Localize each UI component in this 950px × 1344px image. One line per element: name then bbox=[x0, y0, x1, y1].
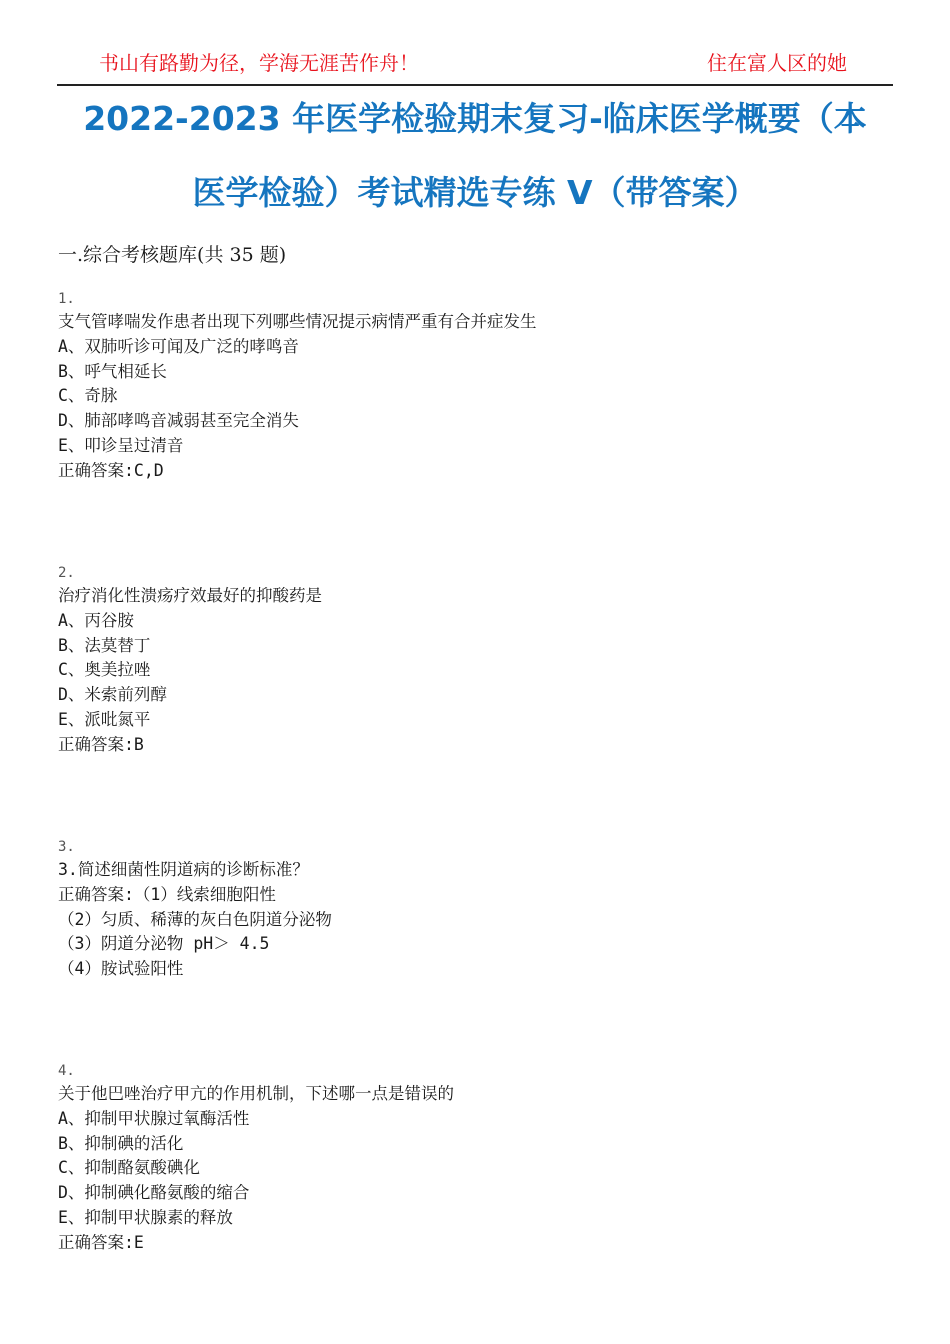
question-stem: 3.简述细菌性阴道病的诊断标准？ bbox=[58, 860, 309, 879]
question-1 bbox=[58, 288, 878, 484]
option-a: A、抑制甲状腺过氧酶活性 bbox=[58, 1108, 250, 1128]
question-stem: 支气管哮喘发作患者出现下列哪些情况提示病情严重有合并症发生 bbox=[58, 312, 537, 331]
header-motto-right: 住在富人区的她 bbox=[707, 51, 847, 75]
document-title-line-2: 医学检验）考试精选专练 V（带答案） bbox=[192, 173, 758, 212]
answer-detail-4: （4）胺试验阳性 bbox=[58, 959, 184, 979]
option-c: C、奥美拉唑 bbox=[58, 660, 151, 680]
document-title-line-1: 2022-2023 年医学检验期末复习-临床医学概要（本 bbox=[83, 99, 867, 138]
question-number: 1. bbox=[58, 291, 75, 307]
question-number: 3. bbox=[58, 839, 75, 855]
header-motto-left: 书山有路勤为径，学海无涯苦作舟！ bbox=[99, 51, 419, 75]
option-a: A、双肺听诊可闻及广泛的哮鸣音 bbox=[58, 336, 299, 356]
answer-detail-2: （2）匀质、稀薄的灰白色阴道分泌物 bbox=[58, 909, 332, 929]
answer-detail-3: （3）阴道分泌物 pH＞ 4.5 bbox=[58, 934, 270, 954]
option-b: B、抑制碘的活化 bbox=[58, 1133, 184, 1153]
option-e: E、派吡氮平 bbox=[58, 709, 151, 729]
option-a: A、丙谷胺 bbox=[58, 610, 134, 630]
correct-answer: 正确答案:（1）线索细胞阳性 bbox=[58, 884, 276, 904]
option-b: B、呼气相延长 bbox=[58, 361, 167, 381]
option-e: E、抑制甲状腺素的释放 bbox=[58, 1207, 233, 1227]
option-c: C、抑制酪氨酸碘化 bbox=[58, 1158, 200, 1178]
question-3 bbox=[58, 836, 878, 982]
question-2 bbox=[58, 562, 878, 758]
option-d: D、米索前列醇 bbox=[58, 685, 167, 705]
section-heading: 一.综合考核题库(共 35 题) bbox=[58, 244, 287, 266]
question-4 bbox=[58, 1060, 878, 1256]
question-number: 4. bbox=[58, 1063, 75, 1079]
option-d: D、抑制碘化酪氨酸的缩合 bbox=[58, 1183, 250, 1203]
question-stem: 关于他巴唑治疗甲亢的作用机制，下述哪一点是错误的 bbox=[58, 1084, 454, 1103]
question-number: 2. bbox=[58, 565, 75, 581]
option-d: D、肺部哮鸣音减弱甚至完全消失 bbox=[58, 411, 299, 431]
document-title bbox=[57, 82, 893, 230]
question-stem: 治疗消化性溃疡疗效最好的抑酸药是 bbox=[58, 586, 322, 605]
option-c: C、奇脉 bbox=[58, 386, 118, 406]
option-b: B、法莫替丁 bbox=[58, 635, 151, 655]
correct-answer: 正确答案:B bbox=[58, 734, 144, 754]
correct-answer: 正确答案:E bbox=[58, 1232, 144, 1252]
page-header bbox=[57, 48, 893, 86]
correct-answer: 正确答案:C,D bbox=[58, 460, 164, 480]
option-e: E、叩诊呈过清音 bbox=[58, 435, 184, 455]
